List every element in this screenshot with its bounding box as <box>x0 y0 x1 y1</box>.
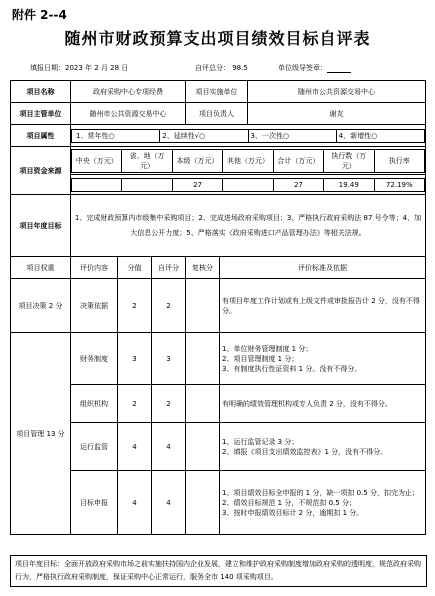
eval-review-score <box>186 423 220 471</box>
funds-header-executed: 执行数（万元） <box>324 149 374 172</box>
header-criteria: 评价标准及依据 <box>220 257 426 279</box>
funds-header-other: 其他（万元） <box>223 149 273 172</box>
criteria-line: 有明确的绩效管理机构或专人负责 2 分，没有不得分。 <box>222 399 392 408</box>
attachment-label: 附件 2--4 <box>12 8 67 22</box>
unit-seal-field <box>278 63 351 73</box>
unit-seal-label: 单位级导签章： <box>278 64 327 72</box>
funds-value-executed: 19.49 <box>324 178 374 191</box>
manager-label: 项目负责人 <box>186 103 248 125</box>
criteria-line: 有项目年度工作计划或有上级文件或审批报告计 2 分，没有不得分。 <box>222 296 420 315</box>
eval-review-score <box>186 471 220 535</box>
attr-option-continuing: 2、延续性√○ <box>160 129 248 142</box>
eval-score: 4 <box>118 471 152 535</box>
eval-criteria <box>220 423 426 471</box>
eval-score: 4 <box>118 423 152 471</box>
project-name-value: 政府采购中心专项经费 <box>71 81 186 103</box>
project-name-label: 项目名称 <box>11 81 71 103</box>
criteria-line: 2、填报《项目支出绩效监控表》1 分，没有不得分。 <box>222 447 388 456</box>
unit-seal-blank <box>327 64 351 73</box>
eval-row-finance <box>11 333 426 385</box>
eval-row-supervision <box>11 423 426 471</box>
attribute-label: 项目属性 <box>11 125 71 147</box>
annual-goal-label: 项目年度目标 <box>11 195 71 257</box>
eval-self-score: 2 <box>152 385 186 423</box>
criteria-line: 2、项目管理制度 1 分； <box>222 354 299 363</box>
funds-source-label: 项目资金来源 <box>11 147 71 195</box>
annual-goal-text: 1、完成财政预算内市级集中采购项目；2、完成进场政府采购项目；3、严格执行政府采购法 87 号令等；4、加大信息公开力度；5、严格落实《政府采购进口产品管理办法》等相关法规。 <box>71 195 426 257</box>
attribute-options <box>71 125 426 147</box>
annual-goal-summary: 项目年度目标：全面开放政府采购市场之前实施扶持国内企业发展，建立和维护政府采购制度增加政府采购的透明度，规范政府采购行为，严格执行政府采购制度，保证采购中心正常运行，服务全市 140 项采购项目。 <box>10 555 427 587</box>
eval-row-decision <box>11 279 426 333</box>
header-score: 分值 <box>118 257 152 279</box>
funds-value-central <box>72 178 122 191</box>
eval-criteria <box>220 471 426 535</box>
self-score: 自评总分： 98.5 <box>195 64 248 72</box>
impl-unit-value: 随州市公共资源交易中心 <box>248 81 426 103</box>
evaluation-table <box>10 80 426 535</box>
eval-criteria <box>220 333 426 385</box>
eval-row-target <box>11 471 426 535</box>
eval-content: 目标申报 <box>71 471 118 535</box>
eval-review-score <box>186 385 220 423</box>
criteria-line: 1、运行监管记录 3 分； <box>222 437 299 446</box>
supervisor-label: 项目主管单位 <box>11 103 71 125</box>
funds-header-total: 合计（万元） <box>273 149 323 172</box>
funds-values <box>71 175 426 195</box>
supervisor-value: 随州市公共资源交易中心 <box>71 103 186 125</box>
fill-date: 填报日期：2023 年 2 月 28 日 <box>30 64 129 72</box>
eval-review-score <box>186 333 220 385</box>
eval-header-row <box>11 257 426 279</box>
group-management: 项目管理 13 分 <box>11 333 71 535</box>
funds-value-rate: 72.19% <box>374 178 424 191</box>
eval-score: 3 <box>118 333 152 385</box>
funds-value-province <box>122 178 172 191</box>
eval-criteria <box>220 279 426 333</box>
header-content: 评价内容 <box>71 257 118 279</box>
eval-self-score: 4 <box>152 423 186 471</box>
funds-header-central: 中央（万元） <box>72 149 122 172</box>
funds-header-rate: 执行率 <box>374 149 424 172</box>
eval-score: 2 <box>118 279 152 333</box>
eval-self-score: 4 <box>152 471 186 535</box>
eval-criteria <box>220 385 426 423</box>
attr-option-new: 4、新增性○ <box>336 129 424 142</box>
eval-content: 决策依据 <box>71 279 118 333</box>
eval-content: 组织机构 <box>71 385 118 423</box>
eval-row-organization <box>11 385 426 423</box>
project-name-row <box>11 81 426 103</box>
funds-values-row <box>11 175 426 195</box>
criteria-line: 3、有制度执行性证资料 1 分。没有不得分。 <box>222 364 362 373</box>
attr-option-onetime: 3、一次性○ <box>248 129 336 142</box>
header-weight: 项目权重 <box>11 257 71 279</box>
eval-score: 2 <box>118 385 152 423</box>
impl-unit-label: 项目实施单位 <box>186 81 248 103</box>
funds-value-other <box>223 178 273 191</box>
eval-content: 运行监管 <box>71 423 118 471</box>
funds-header-province: 省、地（万元） <box>122 149 172 172</box>
attr-option-perennial: 1、常年性○ <box>72 129 160 142</box>
funds-value-local: 27 <box>172 178 222 191</box>
attribute-row <box>11 125 426 147</box>
funds-headers <box>71 147 426 175</box>
supervisor-row <box>11 103 426 125</box>
annual-goal-row <box>11 195 426 257</box>
criteria-line: 1、项目绩效目标全申报的 1 分，缺一项扣 0.5 分，扣完为止； <box>222 488 419 497</box>
header-review-score: 复核分 <box>186 257 220 279</box>
criteria-line: 1、单位财务管理制度 1 分； <box>222 344 313 353</box>
eval-self-score: 3 <box>152 333 186 385</box>
eval-content: 财务制度 <box>71 333 118 385</box>
eval-review-score <box>186 279 220 333</box>
criteria-line: 3、按时申报绩效目标计 2 分，逾期扣 1 分。 <box>222 508 364 517</box>
page-title: 随州市财政预算支出项目绩效目标自评表 <box>64 29 371 48</box>
header-self-score: 自评分 <box>152 257 186 279</box>
eval-self-score: 2 <box>152 279 186 333</box>
group-decision: 项目决策 2 分 <box>11 279 71 333</box>
manager-value: 谢友 <box>248 103 426 125</box>
funds-value-total: 27 <box>273 178 323 191</box>
funds-header-local: 本级（万元） <box>172 149 222 172</box>
funds-header-row <box>11 147 426 175</box>
criteria-line: 2、绩效目标规范 1 分，不规范扣 0.5 分； <box>222 498 356 507</box>
